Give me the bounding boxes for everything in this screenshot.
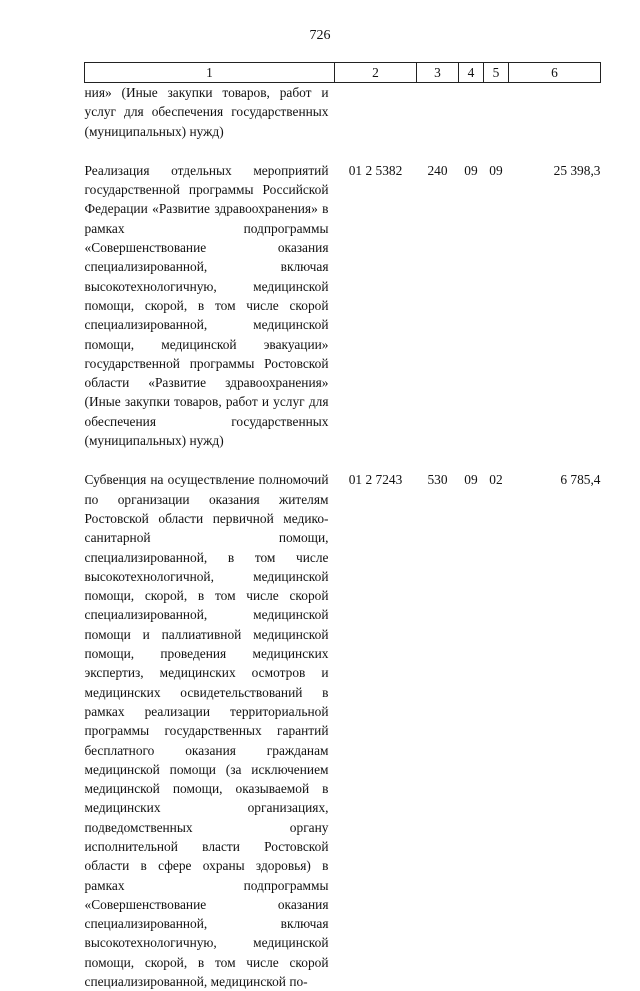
row-amount xyxy=(509,83,601,141)
row-spacer xyxy=(85,450,601,470)
row-description: ния» (Иные закупки товаров, работ и услуг для обеспечения государственных (муниципальных) нужд) xyxy=(85,83,335,141)
row-target-code xyxy=(335,83,417,141)
header-row xyxy=(85,63,601,83)
row-amount: 25 398,3 xyxy=(509,161,601,450)
column-header-6: 6 xyxy=(509,63,601,83)
row-expense-type: 240 xyxy=(417,161,459,450)
row-description: Субвенция на осуществление полномочий по организации оказания жителям Ростовской области первичной медико-санитарной помощи, специализированной, в том числе высокотехнологичной, медицинской помощи, скорой, в том числе скорой специализированной, медицинской помощи и паллиативной медицинской помощи, проведения медицинских экспертиз, медицинских осмотров и медицинских освидетельствований в рамках реализации территориальной программы государственных гарантий бесплатного оказания гражданам медицинской помощи (за исключением медицинской помощи, оказываемой в медицинских организациях, подведомственных органу исполнительной власти Ростовской области в сфере охраны здоровья) в рамках подпрограммы «Совершенствование оказания специализированной, включая высокотехнологичную, медицинской помощи, скорой, в том числе скорой специализированной, медицинской по- xyxy=(85,470,335,991)
column-header-1: 1 xyxy=(85,63,335,83)
row-expense-type: 530 xyxy=(417,470,459,991)
row-section xyxy=(459,83,484,141)
row-target-code: 01 2 7243 xyxy=(335,470,417,991)
column-header-4: 4 xyxy=(459,63,484,83)
row-spacer xyxy=(85,141,601,161)
row-target-code: 01 2 5382 xyxy=(335,161,417,450)
column-header-5: 5 xyxy=(484,63,509,83)
table-header xyxy=(85,63,601,83)
table-row xyxy=(85,161,601,450)
row-expense-type xyxy=(417,83,459,141)
row-description: Реализация отдельных мероприятий государственной программы Российской Федерации «Развитие здравоохранения» в рамках подпрограммы «Совершенствование оказания специализированной, включая высокотехнологичную, медицинской помощи, скорой, в том числе скорой специализированной, медицинской помощи, медицинской эвакуации» государственной программы Ростовской области «Развитие здравоохранения» (Иные закупки товаров, работ и услуг для обеспечения государственных (муниципальных) нужд) xyxy=(85,161,335,450)
row-subsection: 02 xyxy=(484,470,509,991)
table-body xyxy=(85,83,601,991)
row-subsection xyxy=(484,83,509,141)
row-amount: 6 785,4 xyxy=(509,470,601,991)
table-row xyxy=(85,470,601,991)
column-header-2: 2 xyxy=(335,63,417,83)
budget-table xyxy=(84,62,601,991)
column-header-3: 3 xyxy=(417,63,459,83)
page-number: 726 xyxy=(0,28,640,44)
row-subsection: 09 xyxy=(484,161,509,450)
table-row xyxy=(85,83,601,141)
row-section: 09 xyxy=(459,470,484,991)
row-section: 09 xyxy=(459,161,484,450)
